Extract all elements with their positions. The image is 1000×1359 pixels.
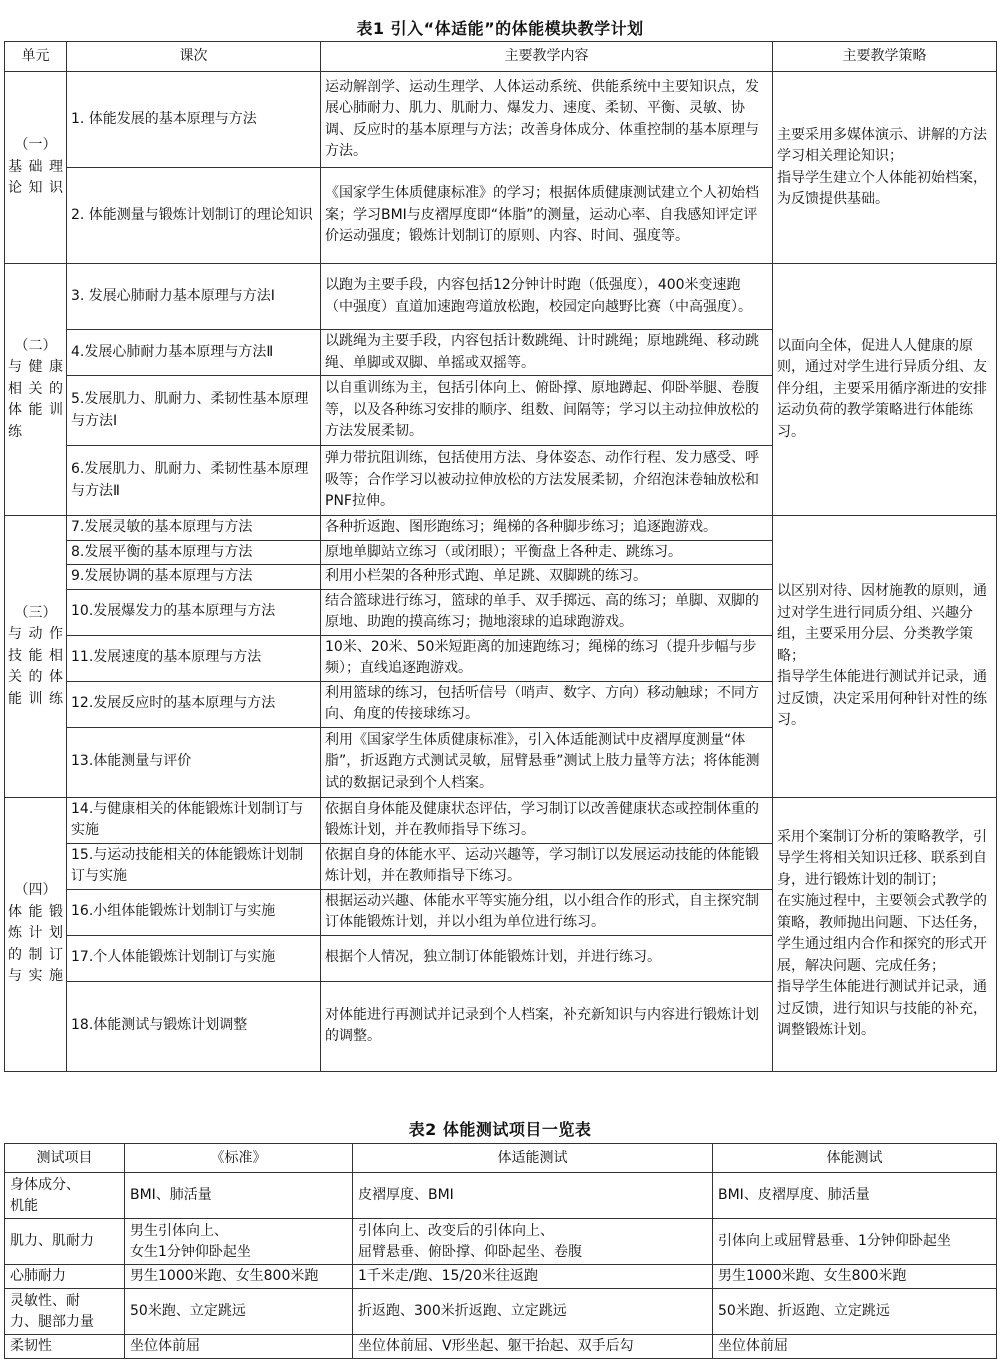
test-item: 肌力、肌耐力 <box>5 1219 125 1265</box>
header-content: 主要教学内容 <box>321 42 773 72</box>
lesson-content: 以自重训练为主，包括引体向上、俯卧撑、原地蹲起、仰卧举腿、卷腹等，以及各种练习安排的顺序、组数、间隔等；学习以主动拉伸放松的方法发展柔韧。 <box>321 376 773 446</box>
fitness-cell: 男生1000米跑、女生800米跑 <box>713 1265 997 1289</box>
unit-cell <box>5 516 67 798</box>
lesson-content: 弹力带抗阻训练，包括使用方法、身体姿态、动作行程、发力感受、呼吸等；合作学习以被动拉伸放松的方法发展柔韧，介绍泡沫卷轴放松和PNF拉伸。 <box>321 446 773 516</box>
lesson-content: 10米、20米、50米短距离的加速跑练习；绳梯的练习（提升步幅与步频）；直线追逐跑游戏。 <box>321 635 773 681</box>
fitness-cell: 50米跑、折返跑、立定跳远 <box>713 1289 997 1335</box>
fitness-cell: 坐位体前屈 <box>713 1335 997 1359</box>
test-item: 心肺耐力 <box>5 1265 125 1289</box>
unit-cell <box>5 797 67 1071</box>
lesson-content: 《国家学生体质健康标准》的学习；根据体质健康测试建立个人初始档案；学习BMI与皮褶厚度即“体脂”的测量，运动心率、自我感知评定评价运动强度；锻炼计划制订的原则、内容、时间、强度等。 <box>321 168 773 264</box>
lesson-content: 以跑为主要手段，内容包括12分钟计时跑（低强度），400米变速跑（中强度）直道加速跑弯道放松跑，校园定向越野比赛（中高强度）。 <box>321 264 773 330</box>
lesson-title: 17.个人体能锻炼计划制订与实施 <box>67 935 321 981</box>
physical-fitness-cell: 折返跑、300米折返跑、立定跳远 <box>353 1289 713 1335</box>
lesson-content: 对体能进行再测试并记录到个人档案，补充新知识与内容进行锻炼计划的调整。 <box>321 981 773 1071</box>
lesson-title: 9.发展协调的基本原理与方法 <box>67 565 321 590</box>
lesson-content: 根据个人情况，独立制订体能锻炼计划，并进行练习。 <box>321 935 773 981</box>
teaching-plan-table <box>4 41 997 1072</box>
unit-name: 体能锻炼计划的制订与实施 <box>8 903 63 985</box>
physical-fitness-cell: 坐位体前屈、V形坐起、躯干抬起、双手后勾 <box>353 1335 713 1359</box>
physical-fitness-cell: 皮褶厚度、BMI <box>353 1173 713 1219</box>
standard-cell: BMI、肺活量 <box>125 1173 353 1219</box>
header-strategy: 主要教学策略 <box>773 42 997 72</box>
lesson-content: 各种折返跑、图形跑练习；绳梯的各种脚步练习；追逐跑游戏。 <box>321 516 773 541</box>
test-item: 灵敏性、耐 力、腿部力量 <box>5 1289 125 1335</box>
table2-caption: 表2 体能测试项目一览表 <box>408 1120 592 1139</box>
lesson-title: 3. 发展心肺耐力基本原理与方法Ⅰ <box>67 264 321 330</box>
lesson-content: 结合篮球进行练习，篮球的单手、双手掷远、高的练习；单脚、双脚的原地、助跑的摸高练习；抛地滚球的追球跑游戏。 <box>321 589 773 635</box>
lesson-content: 原地单脚站立练习（或闭眼）；平衡盘上各种走、跳练习。 <box>321 540 773 565</box>
unit-strategy: 主要采用多媒体演示、讲解的方法学习相关理论知识； 指导学生建立个人体能初始档案，为反馈提供基础。 <box>773 72 997 264</box>
unit-cell <box>5 264 67 516</box>
lesson-title: 6.发展肌力、肌耐力、柔韧性基本原理与方法Ⅱ <box>67 446 321 516</box>
lesson-title: 5.发展肌力、肌耐力、柔韧性基本原理与方法Ⅰ <box>67 376 321 446</box>
header-standard: 《标准》 <box>125 1144 353 1173</box>
lesson-content: 利用《国家学生体质健康标准》，引入体适能测试中皮褶厚度测量“体脂”，折返跑方式测试灵敏，屈臂悬垂”测试上肢力量等方法；将体能测试的数据记录到个人档案。 <box>321 727 773 797</box>
unit-name: 与健康相关的体能训练 <box>8 359 63 440</box>
fitness-test-table <box>4 1143 997 1359</box>
unit-cell <box>5 72 67 264</box>
lesson-title: 15.与运动技能相关的体能锻炼计划制订与实施 <box>67 843 321 889</box>
lesson-title: 4.发展心肺耐力基本原理与方法Ⅱ <box>67 330 321 376</box>
lesson-content: 运动解剖学、运动生理学、人体运动系统、供能系统中主要知识点，发展心肺耐力、肌力、肌耐力、爆发力、速度、柔韧、平衡、灵敏、协调、反应时的基本原理与方法；改善身体成分、体重控制的基本原理与方法。 <box>321 72 773 168</box>
lesson-title: 13.体能测量与评价 <box>67 727 321 797</box>
lesson-title: 10.发展爆发力的基本原理与方法 <box>67 589 321 635</box>
header-lesson: 课次 <box>67 42 321 72</box>
physical-fitness-cell: 1千米走/跑、15/20米往返跑 <box>353 1265 713 1289</box>
lesson-content: 利用篮球的练习，包括听信号（哨声、数字、方向）移动触球；不同方向、角度的传接球练习。 <box>321 681 773 727</box>
lesson-title: 11.发展速度的基本原理与方法 <box>67 635 321 681</box>
lesson-title: 7.发展灵敏的基本原理与方法 <box>67 516 321 541</box>
lesson-title: 18.体能测试与锻炼计划调整 <box>67 981 321 1071</box>
unit-label: （一） <box>14 137 57 154</box>
standard-cell: 男生引体向上、 女生1分钟仰卧起坐 <box>125 1219 353 1265</box>
header-fitness-test: 体能测试 <box>713 1144 997 1173</box>
lesson-title: 14.与健康相关的体能锻炼计划制订与实施 <box>67 797 321 843</box>
lesson-title: 1. 体能发展的基本原理与方法 <box>67 72 321 168</box>
unit-name: 基础理论知识 <box>8 158 63 197</box>
fitness-cell: 引体向上或屈臂悬垂、1分钟仰卧起坐 <box>713 1219 997 1265</box>
lesson-content: 利用小栏架的各种形式跑、单足跳、双脚跳的练习。 <box>321 565 773 590</box>
lesson-content: 根据运动兴趣、体能水平等实施分组，以小组合作的形式，自主探究制订体能锻炼计划，并以小组为单位进行练习。 <box>321 889 773 935</box>
lesson-title: 2. 体能测量与锻炼计划制订的理论知识 <box>67 168 321 264</box>
lesson-title: 8.发展平衡的基本原理与方法 <box>67 540 321 565</box>
lesson-content: 依据自身体能及健康状态评估，学习制订以改善健康状态或控制体重的锻炼计划，并在教师指导下练习。 <box>321 797 773 843</box>
lesson-title: 16.小组体能锻炼计划制订与实施 <box>67 889 321 935</box>
unit-strategy: 采用个案制订分析的策略教学，引导学生将相关知识迁移、联系到自身，进行锻炼计划的制订； 在实施过程中，主要领会式教学的策略，教师抛出问题、下达任务，学生通过组内合作和探究的形式开展，解决问题、完成任务； 指导学生体能进行测试并记录，通过反馈，进行知识与技能的补充，调整锻炼计划。 <box>773 797 997 1071</box>
header-unit: 单元 <box>5 42 67 72</box>
unit-name: 与动作技能相关的体能训练 <box>8 626 63 707</box>
fitness-cell: BMI、皮褶厚度、肺活量 <box>713 1173 997 1219</box>
standard-cell: 男生1000米跑、女生800米跑 <box>125 1265 353 1289</box>
header-test-item: 测试项目 <box>5 1144 125 1173</box>
lesson-content: 以跳绳为主要手段，内容包括计数跳绳、计时跳绳；原地跳绳、移动跳绳、单脚或双脚、单摇或双摇等。 <box>321 330 773 376</box>
unit-strategy: 以区别对待、因材施教的原则，通过对学生进行同质分组、兴趣分组，主要采用分层、分类教学策略； 指导学生体能进行测试并记录，通过反馈，决定采用何种针对性的练习。 <box>773 516 997 798</box>
test-item: 柔韧性 <box>5 1335 125 1359</box>
table1-caption: 表1 引入“体适能”的体能模块教学计划 <box>356 19 644 38</box>
standard-cell: 坐位体前屈 <box>125 1335 353 1359</box>
test-item: 身体成分、 机能 <box>5 1173 125 1219</box>
lesson-content: 依据自身的体能水平、运动兴趣等，学习制订以发展运动技能的体能锻炼计划，并在教师指导下练习。 <box>321 843 773 889</box>
unit-label: （二） <box>14 337 57 354</box>
standard-cell: 50米跑、立定跳远 <box>125 1289 353 1335</box>
unit-label: （三） <box>14 604 57 621</box>
unit-label: （四） <box>14 882 57 899</box>
unit-strategy: 以面向全体，促进人人健康的原则，通过对学生进行异质分组、友伴分组，主要采用循序渐进的安排运动负荷的教学策略进行体能练习。 <box>773 264 997 516</box>
header-physical-fitness-test: 体适能测试 <box>353 1144 713 1173</box>
physical-fitness-cell: 引体向上、改变后的引体向上、 屈臂悬垂、俯卧撑、仰卧起坐、卷腹 <box>353 1219 713 1265</box>
lesson-title: 12.发展反应时的基本原理与方法 <box>67 681 321 727</box>
